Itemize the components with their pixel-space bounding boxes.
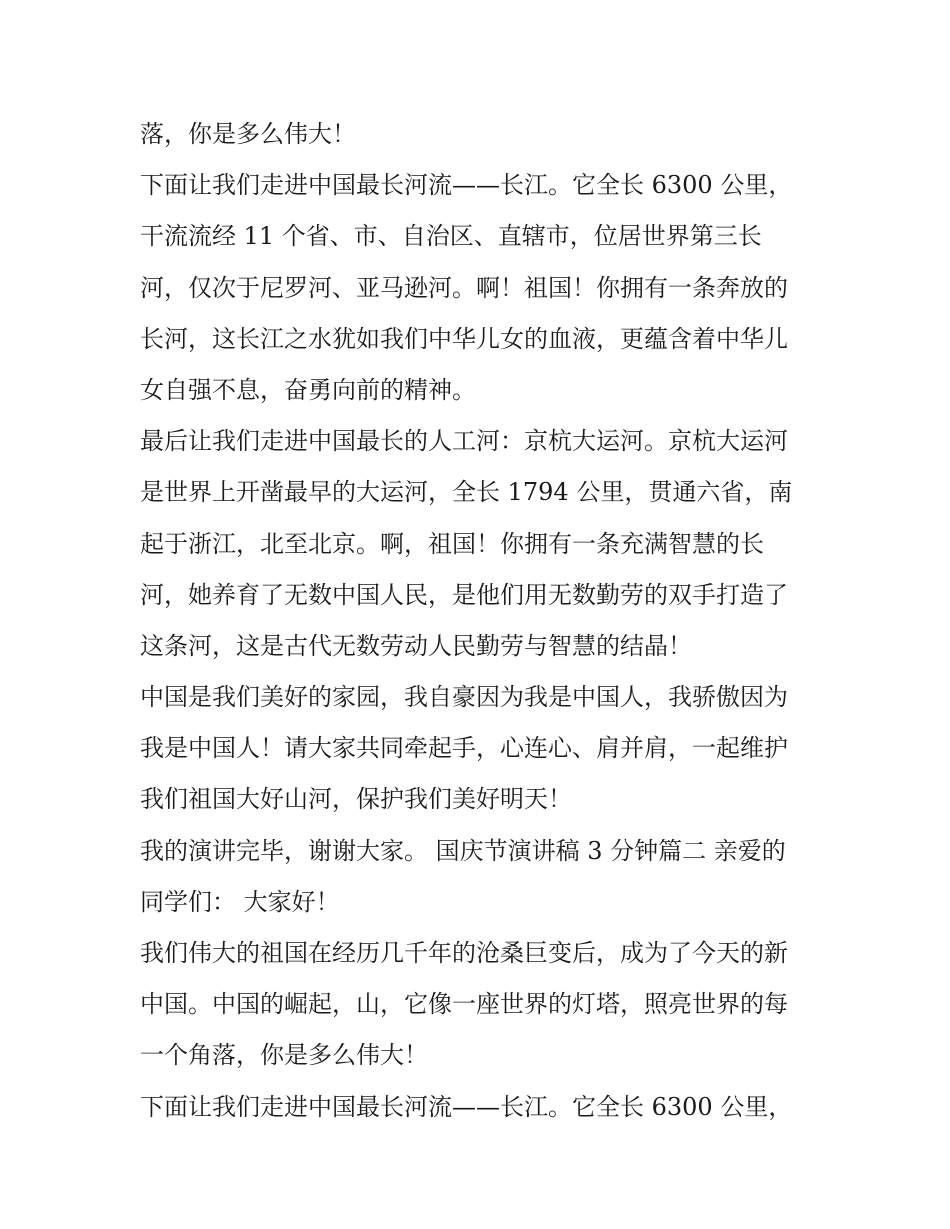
text-line: 是世界上开凿最早的大运河，全长 1794 公里，贯通六省，南 — [140, 478, 793, 507]
text-line: 同学们： 大家好！ — [140, 887, 340, 916]
text-line: 中国是我们美好的家园，我自豪因为我是中国人，我骄傲因为 — [140, 683, 788, 712]
text-line: 我们伟大的祖国在经历几千年的沧桑巨变后，成为了今天的新 — [140, 939, 788, 967]
text-line: 我是中国人！请大家共同牵起手，心连心、肩并肩，一起维护 — [140, 734, 788, 763]
text-line: 起于浙江，北至北京。啊，祖国！你拥有一条充满智慧的长 — [140, 529, 764, 558]
text-line: 干流流经 11 个省、市、自治区、直辖市，位居世界第三长 — [140, 222, 762, 251]
text-line: 这条河，这是古代无数劳动人民勤劳与智慧的结晶！ — [140, 631, 692, 660]
text-line: 一个角落，你是多么伟大！ — [140, 1041, 428, 1070]
document-body — [140, 109, 830, 1133]
text-line: 长河，这长江之水犹如我们中华儿女的血液，更蕴含着中华儿 — [140, 324, 788, 353]
text-line: 落，你是多么伟大！ — [140, 120, 356, 148]
text-line: 河，仅次于尼罗河、亚马逊河。啊！祖国！你拥有一条奔放的 — [140, 273, 788, 302]
text-line: 中国。中国的崛起，山，它像一座世界的灯塔，照亮世界的每 — [140, 990, 788, 1019]
text-line: 我们祖国大好山河，保护我们美好明天！ — [140, 785, 572, 814]
text-line: 河，她养育了无数中国人民，是他们用无数勤劳的双手打造了 — [140, 580, 788, 609]
text-line: 女自强不息，奋勇向前的精神。 — [140, 375, 476, 404]
text-line: 我的演讲完毕，谢谢大家。 国庆节演讲稿 3 分钟篇二 亲爱的 — [140, 836, 786, 865]
text-line: 最后让我们走进中国最长的人工河：京杭大运河。京杭大运河 — [140, 427, 788, 456]
text-line: 下面让我们走进中国最长河流——长江。它全长 6300 公里， — [140, 171, 793, 200]
text-line: 下面让我们走进中国最长河流——长江。它全长 6300 公里， — [140, 1092, 793, 1121]
